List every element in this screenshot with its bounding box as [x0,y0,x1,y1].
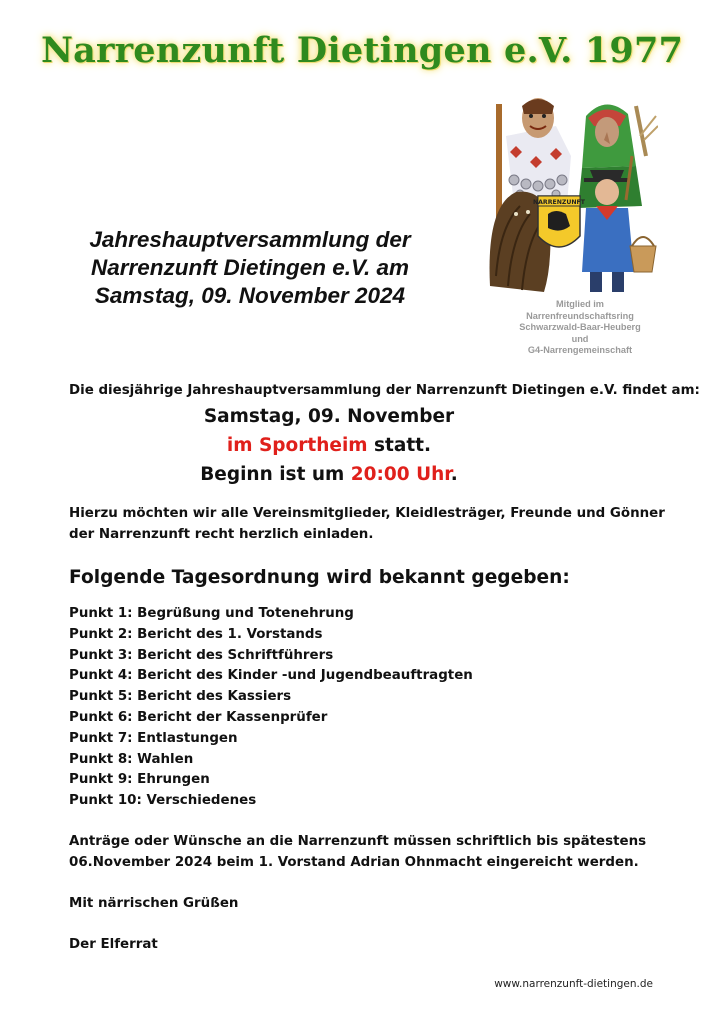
location-suffix: statt. [367,435,432,456]
basket [630,237,656,272]
agenda-item: Punkt 4: Bericht des Kinder -und Jugendbeauftragten [69,668,473,684]
signature: Der Elferrat [69,936,158,952]
agenda-list [69,604,669,812]
requests-note [69,831,669,873]
event-location [69,431,589,460]
narrenzunft-badge [533,196,586,247]
document-body [69,380,700,955]
page-header-title: Narrenzunft Dietingen e.V. 1977 [40,30,684,71]
footer-website-url: www.narrenzunft-dietingen.de [494,978,653,990]
location-highlight: im Sportheim [226,435,368,456]
carnival-figures-illustration [486,96,658,296]
agenda-item: Punkt 1: Begrüßung und Totenehrung [69,606,354,621]
membership-line: Mitglied im [556,299,604,309]
intro-text: Die diesjährige Jahreshauptversammlung der Narrenzunft Dietingen e.V. findet am: [69,383,700,398]
membership-line: Narrenfreundschaftsring [526,310,634,321]
agenda-item: Punkt 6: Bericht der Kassenprüfer [69,709,328,725]
event-title [40,226,460,310]
badge-text: NARRENZUNFT [532,199,586,206]
event-date: Samstag, 09. November [203,406,455,427]
time-prefix: Beginn ist um [200,464,351,485]
requests-line: Anträge oder Wünsche an die Narrenzunft müssen schriftlich bis spätestens [69,833,647,849]
requests-line: 06.November 2024 beim 1. Vorstand Adrian Ohnmacht eingereicht werden. [69,854,639,870]
agenda-item: Punkt 9: Ehrungen [69,772,210,788]
event-title-line: Narrenzunft Dietingen e.V. am [91,255,409,280]
event-title-line: Samstag, 09. November 2024 [94,283,406,308]
membership-line: Schwarzwald-Baar-Heuberg [519,322,641,332]
event-time [69,460,589,489]
closing-greeting: Mit närrischen Grüßen [69,895,239,911]
agenda-item: Punkt 8: Wahlen [69,751,194,767]
invitation-text: Hierzu möchten wir alle Vereinsmitglieder, Kleidlesträger, Freunde und Gönner der Narrenzunft recht herzlich einladen. [69,506,665,542]
agenda-heading: Folgende Tagesordnung wird bekannt gegeben: [69,567,570,588]
agenda-item: Punkt 5: Bericht des Kassiers [69,689,292,705]
agenda-item: Punkt 3: Bericht des Schriftführers [69,647,334,663]
time-highlight: 20:00 Uhr [350,464,451,485]
agenda-item: Punkt 2: Bericht des 1. Vorstands [69,626,323,642]
membership-line: G4-Narrengemeinschaft [527,345,633,355]
time-suffix: . [450,464,458,485]
agenda-item: Punkt 7: Entlastungen [69,730,238,746]
membership-line: und [571,333,589,344]
event-title-line: Jahreshauptversammlung der [89,227,411,252]
agenda-item: Punkt 10: Verschiedenes [69,793,257,809]
membership-note [505,299,655,357]
event-details [69,402,589,489]
